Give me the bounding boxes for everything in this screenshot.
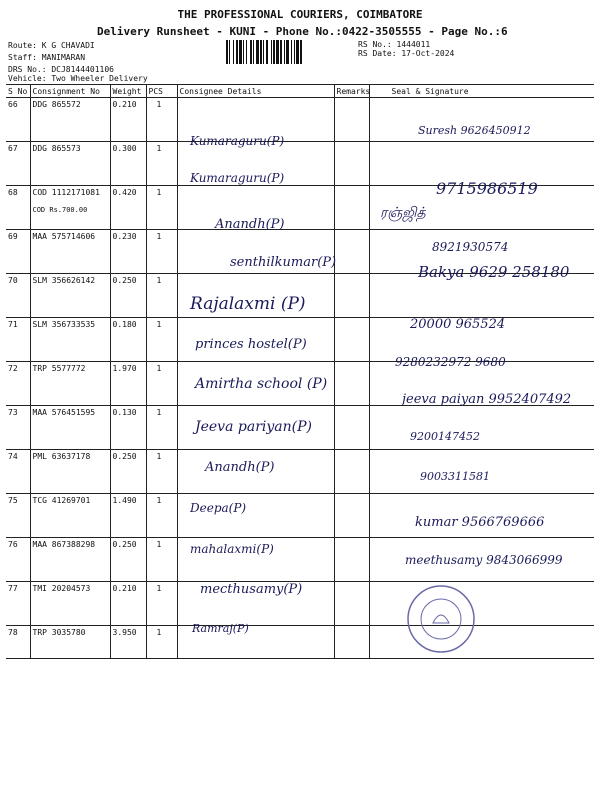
consignee-handwriting: Ramraj(P) [192,622,249,635]
barcode-bar [296,40,299,64]
consignee-handwriting: mecthusamy(P) [200,582,303,597]
signature-handwriting: 9715986519 [436,179,538,198]
consignee-handwriting: Amirtha school (P) [195,376,328,392]
barcode-bar [291,40,292,64]
runsheet-subtitle: Delivery Runsheet - KUNI - Phone No.:0422-3505555 - Page No.:6 [97,25,508,38]
signature-cell [369,582,594,626]
sno-cell: 77 [8,584,18,593]
col-header-consignee: Consignee Details [177,85,334,98]
barcode [226,40,352,64]
pcs-cell: 1 [156,232,162,241]
weight-cell: 0.250 [112,452,137,461]
remarks-cell [334,494,369,538]
consignment-cell: PML 63637178 [32,452,91,461]
sno-cell: 67 [8,144,18,153]
signature-handwriting: 9003311581 [420,470,490,483]
barcode-bar [243,40,244,64]
pcs-cell: 1 [156,276,162,285]
pcs-cell: 1 [156,496,162,505]
sno-cell: 70 [8,276,18,285]
pcs-cell: 1 [156,188,162,197]
weight-cell: 0.250 [112,276,137,285]
barcode-bar [236,40,238,64]
consignment-cell: SLM 356733535 [32,320,96,329]
staff: Staff: MANIMARAN [8,53,86,62]
barcode-bar [276,40,279,64]
table-row [6,450,594,494]
barcode-bar [266,40,268,64]
sno-cell: 74 [8,452,18,461]
signature-cell [369,406,594,450]
consignment-cell: TMI 20204573 [32,584,91,593]
pcs-cell: 1 [156,408,162,417]
drs-number: DRS No.: DCJ8144401106 [8,65,114,74]
weight-cell: 0.230 [112,232,137,241]
remarks-cell [334,142,369,186]
cod-amount: COD Rs.700.00 [32,206,88,214]
signature-handwriting: jeeva paiyan 9952407492 [402,392,572,407]
weight-cell: 0.300 [112,144,137,153]
rs-number: RS No.: 1444011 [358,40,431,49]
barcode-bar [246,40,247,64]
consignment-cell: TCG 41269701 [32,496,91,505]
signature-handwriting: ரஞ்ஜித் [380,205,426,221]
col-header-sno: S No [6,85,30,98]
col-header-weight: Weight [110,85,146,98]
sno-cell: 68 [8,188,18,197]
weight-cell: 1.490 [112,496,137,505]
consignee-handwriting: Kumaraguru(P) [190,171,285,185]
table-row [6,626,594,659]
barcode-bar [253,40,254,64]
barcode-bar [226,40,228,64]
sno-cell: 76 [8,540,18,549]
consignment-cell: COD 1112171081 [32,188,100,197]
barcode-bar [239,40,242,64]
pcs-cell: 1 [156,628,162,637]
weight-cell: 0.130 [112,408,137,417]
consignment-cell: TRP 3035780 [32,628,86,637]
signature-handwriting: 9280232972 9680 [395,355,506,369]
barcode-bar [271,40,272,64]
remarks-cell [334,582,369,626]
remarks-cell [334,274,369,318]
weight-cell: 0.180 [112,320,137,329]
sno-cell: 69 [8,232,18,241]
weight-cell: 0.210 [112,100,137,109]
weight-cell: 3.950 [112,628,137,637]
consignee-handwriting: princes hostel(P) [195,337,307,352]
signature-handwriting: 20000 965524 [410,317,506,332]
runsheet-table [6,84,594,659]
consignment-cell: MAA 575714606 [32,232,96,241]
sno-cell: 66 [8,100,18,109]
pcs-cell: 1 [156,584,162,593]
pcs-cell: 1 [156,540,162,549]
consignee-handwriting: Deepa(P) [190,501,247,515]
remarks-cell [334,186,369,230]
col-header-remarks: Remarks [334,85,369,98]
signature-handwriting: Bakya 9629 258180 [418,263,570,281]
barcode-bar [250,40,252,64]
barcode-bar [273,40,275,64]
col-header-pcs: PCS [146,85,177,98]
barcode-bar [263,40,264,64]
remarks-cell [334,538,369,582]
barcode-bar [300,40,302,64]
pcs-cell: 1 [156,144,162,153]
col-header-consignment: Consignment No [30,85,110,98]
consignee-handwriting: Anandh(P) [215,217,285,232]
barcode-bar [284,40,285,64]
weight-cell: 0.420 [112,188,137,197]
pcs-cell: 1 [156,452,162,461]
signature-handwriting: kumar 9566769666 [415,515,545,530]
consignment-cell: TRP 5577772 [32,364,86,373]
courier-seal-stamp [405,583,477,655]
signature-handwriting: Suresh 9626450912 [418,124,531,137]
weight-cell: 0.250 [112,540,137,549]
route: Route: K G CHAVADI [8,41,95,50]
col-header-signature: Seal & Signature [369,85,594,98]
weight-cell: 1.970 [112,364,137,373]
sno-cell: 72 [8,364,18,373]
remarks-cell [334,406,369,450]
consignment-cell: MAA 867388298 [32,540,96,549]
consignee-handwriting: Rajalaxmi (P) [190,294,306,314]
remarks-cell [334,362,369,406]
consignment-cell: DDG 865572 [32,100,81,109]
remarks-cell [334,230,369,274]
signature-cell [369,626,594,659]
barcode-bar [260,40,262,64]
signature-handwriting: meethusamy 9843066999 [405,553,563,567]
sno-cell: 75 [8,496,18,505]
barcode-bar [256,40,259,64]
table-header-row [6,85,594,98]
remarks-cell [334,450,369,494]
barcode-bar [286,40,289,64]
pcs-cell: 1 [156,364,162,373]
vehicle: Vehicle: Two Wheeler Delivery [8,74,148,83]
pcs-cell: 1 [156,320,162,329]
sno-cell: 71 [8,320,18,329]
sno-cell: 73 [8,408,18,417]
remarks-cell [334,626,369,659]
company-title: THE PROFESSIONAL COURIERS, COIMBATORE [177,8,423,21]
consignment-cell: SLM 356626142 [32,276,96,285]
barcode-bar [294,40,295,64]
consignee-handwriting: Jeeva pariyan(P) [195,419,312,435]
consignee-handwriting: Kumaraguru(P) [190,134,285,148]
consignee-handwriting: Anandh(P) [205,460,275,475]
consignment-cell: MAA 576451595 [32,408,96,417]
pcs-cell: 1 [156,100,162,109]
remarks-cell [334,318,369,362]
consignee-handwriting: mahalaxmi(P) [190,542,274,556]
consignee-handwriting: senthilkumar(P) [230,255,337,270]
signature-handwriting: 8921930574 [432,240,509,254]
sno-cell: 78 [8,628,18,637]
weight-cell: 0.210 [112,584,137,593]
barcode-bar [280,40,282,64]
remarks-cell [334,98,369,142]
barcode-bar [229,40,230,64]
consignment-cell: DDG 865573 [32,144,81,153]
barcode-bar [233,40,234,64]
signature-handwriting: 9200147452 [410,430,480,443]
rs-date: RS Date: 17-Oct-2024 [358,49,455,58]
